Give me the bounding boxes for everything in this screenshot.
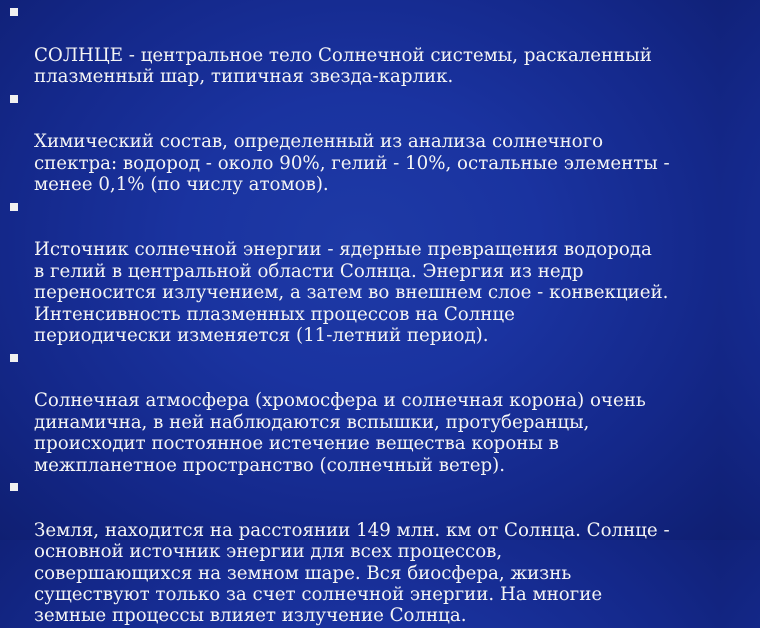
- square-bullet-icon: [10, 354, 18, 362]
- square-bullet-icon: [10, 8, 18, 16]
- bullet-text: Солнечная атмосфера (хромосфера и солнечная корона) очень динамична, в ней наблюдаются вспышки, протуберанцы, происходит постоянное истечение вещества короны в межпланетное пространство (солнечный ветер).: [34, 390, 646, 476]
- square-bullet-icon: [10, 95, 18, 103]
- bullet-list: [0, 2, 760, 628]
- bullet-text: Химический состав, определенный из анализа солнечного спектра: водород - около 90%, гелий - 10%, остальные элементы - менее 0,1% (по числу атомов).: [34, 131, 670, 196]
- square-bullet-icon: [10, 483, 18, 491]
- bullet-item-atmosphere: [0, 348, 760, 476]
- bullet-item-composition: [0, 89, 760, 196]
- bullet-text: Источник солнечной энергии - ядерные превращения водорода в гелий в центральной области Солнца. Энергия из недр переносится излучением, а затем во внешнем слое - конвекцией. Интенсивность плазменных процессов на Солнце периодически изменяется (11-летний период).: [34, 239, 669, 347]
- bullet-item-sun: [0, 2, 760, 88]
- bullet-text: Земля, находится на расстоянии 149 млн. км от Солнца. Солнце - основной источник энергии для всех процессов, совершающихся на земном шаре. Вся биосфера, жизнь существуют только за счет солнечной энергии. На многие земные процессы влияет излучение Солнца.: [34, 519, 670, 627]
- bullet-item-energy-source: [0, 197, 760, 347]
- square-bullet-icon: [10, 203, 18, 211]
- bullet-text: СОЛНЦЕ - центральное тело Солнечной системы, раскаленный плазменный шар, типичная звезда-карлик.: [34, 44, 652, 88]
- bullet-item-earth: [0, 477, 760, 627]
